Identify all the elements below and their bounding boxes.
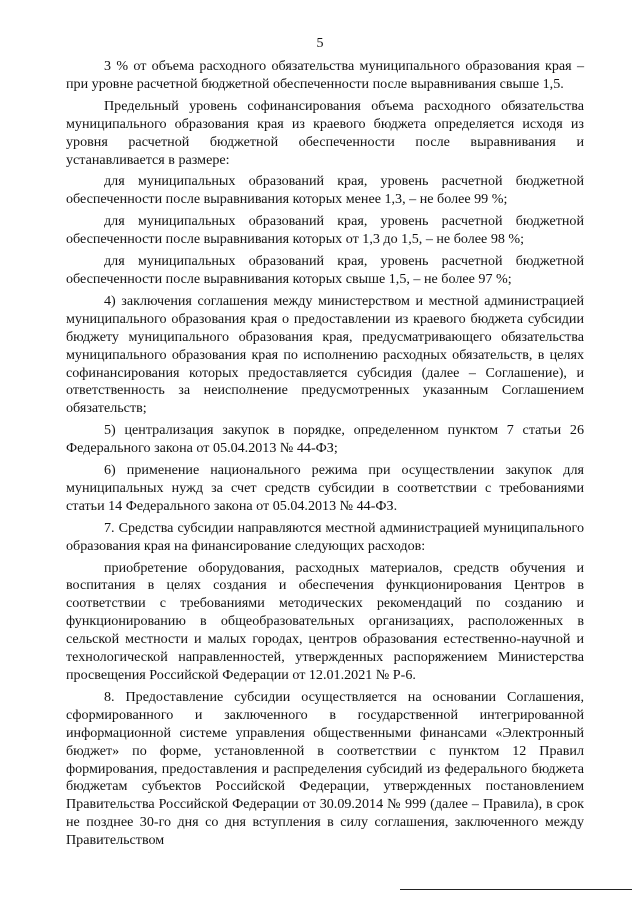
paragraph-co-financing-3-percent: 3 % от объема расходного обязательства муниципального образования края – при уровне расчетной бюджетной обеспеченности после выравнивания свыше 1,5.	[66, 58, 584, 92]
paragraph-item-5-procurement: 5) централизация закупок в порядке, определенном пунктом 7 статьи 26 Федерального закона от 05.04.2013 № 44-ФЗ;	[66, 422, 584, 457]
paragraph-level-above-1-5: для муниципальных образований края, уровень расчетной бюджетной обеспеченности после выравнивания которых свыше 1,5, – не более 97 %;	[66, 253, 584, 287]
document-body	[66, 58, 584, 850]
paragraph-max-co-financing-level: Предельный уровень софинансирования объема расходного обязательства муниципального образования края из краевого бюджета определяется исходя из уровня расчетной бюджетной обеспеченности после выравнивания и устанавливается в размере:	[66, 97, 584, 168]
footer-rule	[400, 889, 632, 890]
paragraph-level-below-1-3: для муниципальных образований края, уровень расчетной бюджетной обеспеченности после выравнивания которых менее 1,3, – не более 99 %;	[66, 173, 584, 208]
paragraph-item-8-subsidy-provision: 8. Предоставление субсидии осуществляется на основании Соглашения, сформированного и заключенного в государственной интегрированной информационной системе управления общественными финансами «Электронный бюджет» по форме, установленной в соответствии с пунктом 12 Правил формирования, предоставления и распределения субсидий из федерального бюджета бюджетам субъектов Российской Федерации, утвержденных постановлением Правительства Российской Федерации от 30.09.2014 № 999 (далее – Правила), в срок не позднее 30-го дня со дня вступления в силу соглашения, заключенного между Правительством	[66, 688, 584, 849]
paragraph-equipment-purchase: приобретение оборудования, расходных материалов, средств обучения и воспитания в целях создания и обеспечения функционирования Центров в соответствии с требованиями методических рекомендаций по созданию и функционированию в общеобразовательных организациях, расположенных в сельской местности и малых городах, центров образования естественно-научной и технологической направленностей, утвержденных распоряжением Министерства просвещения Российской Федерации от 12.01.2021 № Р-6.	[66, 559, 584, 683]
page-number: 5	[316, 36, 324, 51]
paragraph-item-6-national-regime: 6) применение национального режима при осуществлении закупок для муниципальных нужд за счет средств субсидии в соответствии с требованиями статьи 14 Федерального закона от 05.04.2013 № 44-ФЗ.	[66, 462, 584, 514]
paragraph-item-4-agreement: 4) заключения соглашения между министерством и местной администрацией муниципального образования края о предоставлении из краевого бюджета субсидии бюджету муниципального образования края, предусматривающего обязательства муниципального образования края по исполнению расходных обязательств, в целях софинансирования которых предоставляется субсидия (далее – Соглашение), и ответственность за неисполнение предусмотренных указанным Соглашением обязательств;	[66, 292, 584, 417]
paragraph-item-7-expenses: 7. Средства субсидии направляются местной администрацией муниципального образования края на финансирование следующих расходов:	[66, 519, 584, 554]
paragraph-level-1-3-to-1-5: для муниципальных образований края, уровень расчетной бюджетной обеспеченности после выравнивания которых от 1,3 до 1,5, – не более 98 %;	[66, 213, 584, 248]
